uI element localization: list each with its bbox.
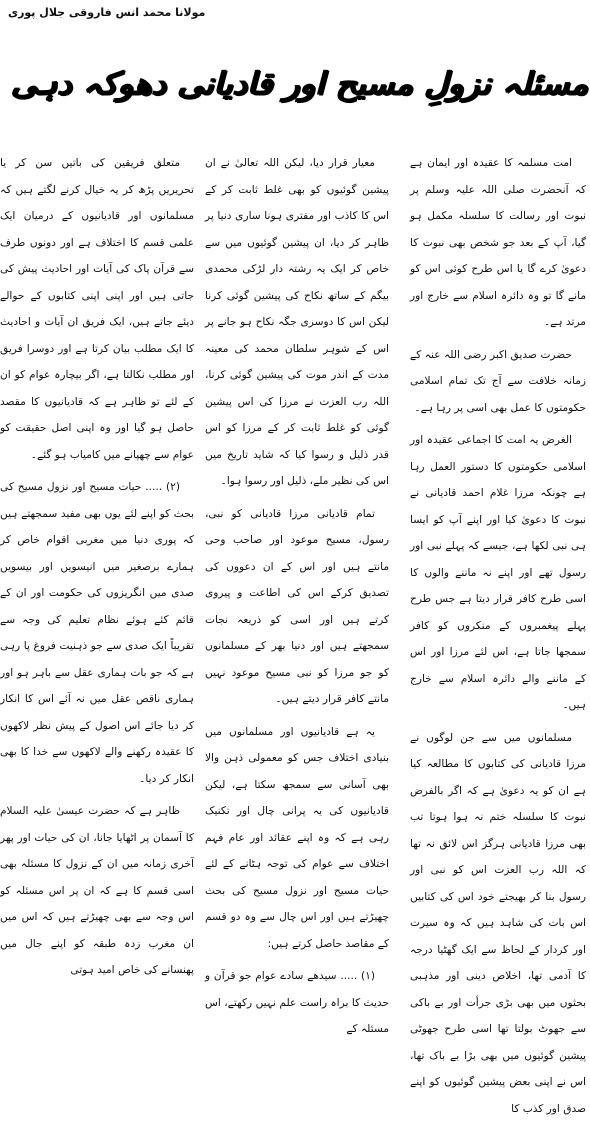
paragraph: الغرض یہ امت کا اجماعی عقیدہ اور اسلامی حکومتوں کا دستور العمل رہا ہے چونکہ مرزا غلام احمد قادیانی نے نبوت کا دعویٰ کیا اور اپنے آپ کو ایسا ہی نبی لکھا ہے، جیسے کہ پہلے نبی اور رسول تھے اور اپنے نہ ماننے والوں کا اسی طرح کافر قرار دیتا ہے جس طرح پہلے پیغمبروں کے منکروں کو کافر سمجھا جاتا ہے، اس لئے مرزا اور اس کے ماننے والے دائرہ اسلام سے خارج ہیں۔ <box>410 427 586 719</box>
text-column-middle <box>205 150 389 812</box>
paragraph: معیار قرار دیا، لیکن اللہ تعالیٰ نے ان پیشین گوئیوں کو بھی غلط ثابت کر کے اس کا کاذب اور مفتری ہونا ساری دنیا پر ظاہر کر دیا، ان پیشین گوئیوں میں سے خاص کر ایک یہ رشتہ دار لڑکی محمدی بیگم کے ساتھ نکاح کی پیشین گوئی کرنا لیکن اس کا دوسری جگہ نکاح ہو جانے پر اس کے شوہر سلطان محمد کی معینہ مدت کے اندر موت کی پیشین گوئی کرنا، اللہ رب العزت نے مرزا کی اس پیشین گوئی کو غلط ثابت کر کے مرزا کو اس قدر ذلیل و رسوا کیا کہ شاید تاریخ میں اس کی نظیر ملے، ذلیل اور رسوا ہوا۔ <box>205 150 389 495</box>
paragraph: (۱) ..... سیدھے سادے عوام جو قرآن و حدیث کا براہ راست علم نہیں رکھتے، اس مسئلہ کے <box>205 963 389 1043</box>
paragraph: یہ ہے قادیانیوں اور مسلمانوں میں بنیادی اختلاف جس کو معمولی ذہن والا بھی آسانی سے سمجھ سکتا ہے، لیکن قادیانیوں کی یہ پرانی چال اور تکنیک رہی ہے کہ وہ اپنے عقائد اور عام فہم اختلاف سے عوام کی توجہ ہٹانے کے لئے حیات مسیح اور نزول مسیح کی بحث چھیڑتے ہیں اور اس چال سے وہ دو قسم کے مقاصد حاصل کرتے ہیں: <box>205 719 389 958</box>
author-byline: مولانا محمد انس فاروقی جلال پوری <box>8 6 205 19</box>
article-title-banner <box>70 52 530 116</box>
paragraph: تمام قادیانی مرزا قادیانی کو نبی، رسول، مسیح موعود اور صاحب وحی مانتے ہیں اور اس کے ان دعووں کی تصدیق کرکے اس کی اطاعت و پیروی کرتے ہیں اور اسی کو ذریعہ نجات سمجھتے ہیں اور دنیا بھر کے مسلمانوں کو جو مرزا کو نبی مسیح موعود نہیں مانتے کافر قرار دیتے ہیں۔ <box>205 501 389 713</box>
paragraph: ظاہر ہے کہ حضرت عیسیٰ علیہ السلام کا آسمان پر اٹھایا جانا، ان کی حیات اور پھر آخری زمانہ میں ان کے نزول کا مسئلہ بھی اسی قسم کا ہے کہ ان پر اس مسئلہ کو اس وجہ سے بھی چھیڑتے ہیں کہ اس میں ان مغرب زدہ طبقہ کو اپنے جال میں پھنسانے کی خاص امید ہوتی <box>0 798 194 984</box>
paragraph: امت مسلمہ کا عقیدہ اور ایمان ہے کہ آنحضرت صلی اللہ علیہ وسلم پر نبوت اور رسالت کا سلسلہ مکمل ہو گیا، آپ کے بعد جو شخص بھی نبوت کا دعویٰ کرے گا یا اس طرح کوئی اس کو مانے گا تو وہ دائرہ اسلام سے خارج اور مرتد ہے۔ <box>410 150 586 336</box>
paragraph: حضرت صدیق اکبر رضی اللہ عنہ کے زمانہ خلافت سے آج تک تمام اسلامی حکومتوں کا عمل بھی اسی پر رہا ہے۔ <box>410 342 586 422</box>
text-column-left <box>0 150 194 812</box>
article-title: مسئلہ نزولِ مسیح اور قادیانی دھوکہ دہی <box>11 66 588 102</box>
paragraph: (۲) ..... حیات مسیح اور نزول مسیح کی بحث کو اپنے لئے یوں بھی مفید سمجھتے ہیں کہ پوری دنیا میں مغربی اقوام خاص کر ہمارے برصغیر میں انیسویں اور بیسویں صدی میں انگریزوں کی حکومت اور ان کے قائم کئے ہوئے نظام تعلیم کی وجہ سے تقریباً ایک صدی سے جو ذہنیت فروغ پا رہی ہے کہ جو بات ہماری عقل سے باہر ہو اور ہماری ناقص عقل میں نہ آئے اس کا انکار کر دیا جائے اس اصول کے پیش نظر لاکھوں کا عقیدہ رکھنے والے لاکھوں سے خدا کا بھی انکار کر دیا۔ <box>0 474 194 792</box>
paragraph: مسلمانوں میں سے جن لوگوں نے مرزا قادیانی کی کتابوں کا مطالعہ کیا ہے ان کو یہ دعویٰ ہے کہ اگر بالفرض نبوت کا سلسلہ ختم نہ ہوا ہوتا تب بھی مرزا قادیانی ہرگز اس لائق نہ تھا کہ اللہ رب العزت اس کو نبی اور رسول بنا کر بھیجتے خود اس کی کتابیں اس بات کی شاہد ہیں کہ وہ سیرت اور کردار کے لحاظ سے ایک گھٹیا درجہ کا آدمی تھا، اخلاص دینی اور مذہبی بحثوں میں بھی بڑی جرأت اور بے باکی سے جھوٹ بولتا تھا اسی طرح جھوٹی پیشین گوئیوں میں بھی بڑا بے باک تھا، اس نے اپنی بعض پیشین گوئیوں کو اپنے صدق اور کذب کا <box>410 725 586 1122</box>
paragraph: متعلق فریقین کی باتیں سن کر یا تحریریں پڑھ کر یہ خیال کرنے لگتے ہیں کہ مسلمانوں اور قادیانیوں کے درمیان ایک علمی قسم کا اختلاف ہے اور دونوں طرف سے قرآن پاک کی آیات اور احادیث پیش کی جاتی ہیں اور اپنی اپنی کتابوں کے حوالے دیئے جاتے ہیں، ایک فریق ان آیات و احادیث کا ایک مطلب بیان کرتا ہے اور دوسرا فریق اور مطلب نکالتا ہے، اگر بیچارہ عوام کو ان کے لئے تو ظاہر ہے کہ قادیانیوں کا مقصد حاصل ہو گیا اور وہ اپنی اصل حقیقت کو عوام سے چھپانے میں کامیاب ہو گئے۔ <box>0 150 194 468</box>
text-column-right <box>410 150 586 812</box>
